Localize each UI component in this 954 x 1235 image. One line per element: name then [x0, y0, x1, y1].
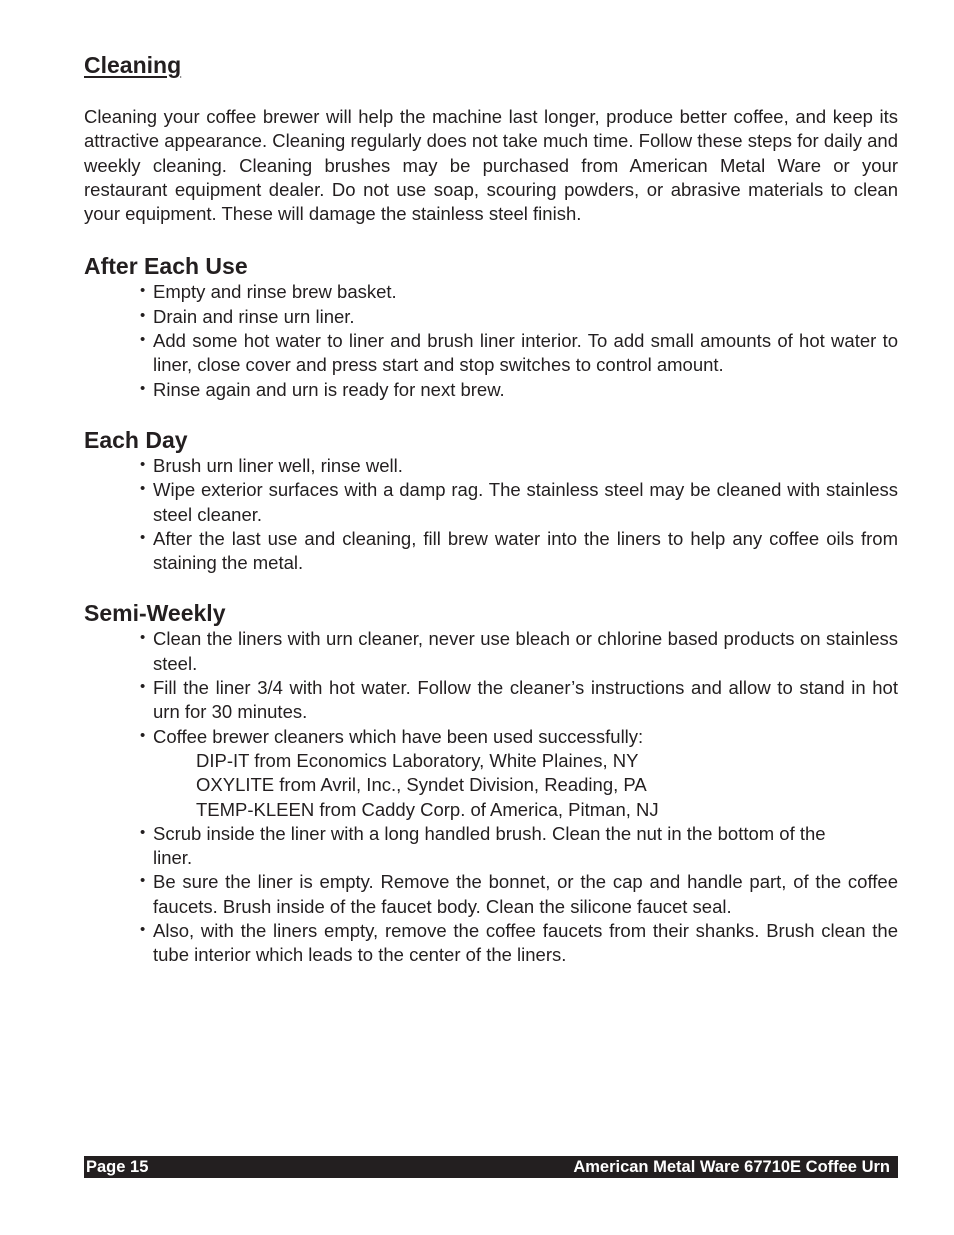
- intro-paragraph: Cleaning your coffee brewer will help the machine last longer, produce better coffee, and keep its attractive appearance. Cleaning regularly does not take much time. Follow these steps for daily and weekly cleaning. Cleaning brushes may be purchased from American Metal Ware or your restaurant equipment dealer. Do not use soap, scouring powders, or abrasive materials to clean your equipment. These will damage the stainless steel finish.: [84, 106, 898, 225]
- list-item: [139, 378, 898, 402]
- list-item: [139, 280, 898, 304]
- list-item: [139, 305, 898, 329]
- list-item-text: Rinse again and urn is ready for next brew.: [153, 378, 505, 400]
- bullet-icon: •: [140, 678, 146, 696]
- list-item-text: Brush urn liner well, rinse well.: [153, 454, 403, 476]
- bullet-icon: •: [140, 872, 146, 890]
- bullet-icon: •: [140, 331, 146, 349]
- page-content: [84, 50, 898, 992]
- section-heading-after-each-use: After Each Use: [84, 253, 248, 280]
- list-item: [139, 822, 898, 871]
- list-item-text: Fill the liner 3/4 with hot water. Follow the cleaner’s instructions and allow to stand in hot urn for 30 minutes.: [153, 677, 898, 723]
- cleaner-item: TEMP-KLEEN from Caddy Corp. of America, Pitman, NJ: [196, 798, 659, 820]
- bullet-icon: •: [140, 629, 146, 647]
- list-item: [139, 454, 898, 478]
- after-each-use-list: [84, 280, 898, 401]
- bullet-icon: •: [140, 823, 146, 841]
- list-item-text: Wipe exterior surfaces with a damp rag. The stainless steel may be cleaned with stainless steel cleaner.: [153, 479, 898, 525]
- section-heading-each-day: Each Day: [84, 426, 188, 453]
- bullet-icon: •: [140, 921, 146, 939]
- list-item-text: Coffee brewer cleaners which have been used successfully:: [153, 725, 644, 747]
- bullet-icon: •: [140, 528, 146, 546]
- page-title: Cleaning: [84, 52, 182, 78]
- list-item: [139, 725, 898, 822]
- semi-weekly-list: [84, 627, 898, 967]
- list-item: [139, 329, 898, 378]
- bullet-icon: •: [140, 379, 146, 397]
- bullet-icon: •: [140, 282, 146, 300]
- list-item: [139, 527, 898, 576]
- list-item-text: Drain and rinse urn liner.: [153, 305, 355, 327]
- list-item: [139, 919, 898, 968]
- list-item-text: Add some hot water to liner and brush liner interior. To add small amounts of hot water to liner, close cover and press start and stop switches to control amount.: [153, 330, 898, 376]
- product-name: American Metal Ware 67710E Coffee Urn: [573, 1158, 890, 1176]
- list-item: [139, 627, 898, 676]
- list-item: [139, 676, 898, 725]
- cleaner-item: OXYLITE from Avril, Inc., Syndet Division, Reading, PA: [196, 774, 647, 796]
- list-item-text: Scrub inside the liner with a long handled brush. Clean the nut in the bottom of the liner.: [153, 822, 826, 869]
- section-heading-semi-weekly: Semi-Weekly: [84, 600, 226, 627]
- list-item-text: Empty and rinse brew basket.: [153, 281, 397, 303]
- page-footer: [84, 1156, 898, 1178]
- bullet-icon: •: [140, 726, 146, 744]
- bullet-icon: •: [140, 455, 146, 473]
- list-item-text: Be sure the liner is empty. Remove the bonnet, or the cap and handle part, of the coffee faucets. Brush inside of the faucet body. Clean the silicone faucet seal.: [153, 871, 898, 917]
- page-number: Page 15: [86, 1158, 149, 1176]
- cleaner-item: DIP-IT from Economics Laboratory, White Plaines, NY: [196, 749, 639, 771]
- cleaners-sublist: [153, 749, 898, 822]
- bullet-icon: •: [140, 480, 146, 498]
- each-day-list: [84, 454, 898, 575]
- list-item: [139, 870, 898, 919]
- list-item-text: After the last use and cleaning, fill brew water into the liners to help any coffee oils from staining the metal.: [153, 527, 898, 574]
- list-item: [139, 478, 898, 527]
- list-item-text: Also, with the liners empty, remove the coffee faucets from their shanks. Brush clean the tube interior which leads to the center of the liners.: [153, 920, 898, 966]
- bullet-icon: •: [140, 306, 146, 324]
- list-item-text: Clean the liners with urn cleaner, never use bleach or chlorine based products on stainless steel.: [153, 628, 898, 674]
